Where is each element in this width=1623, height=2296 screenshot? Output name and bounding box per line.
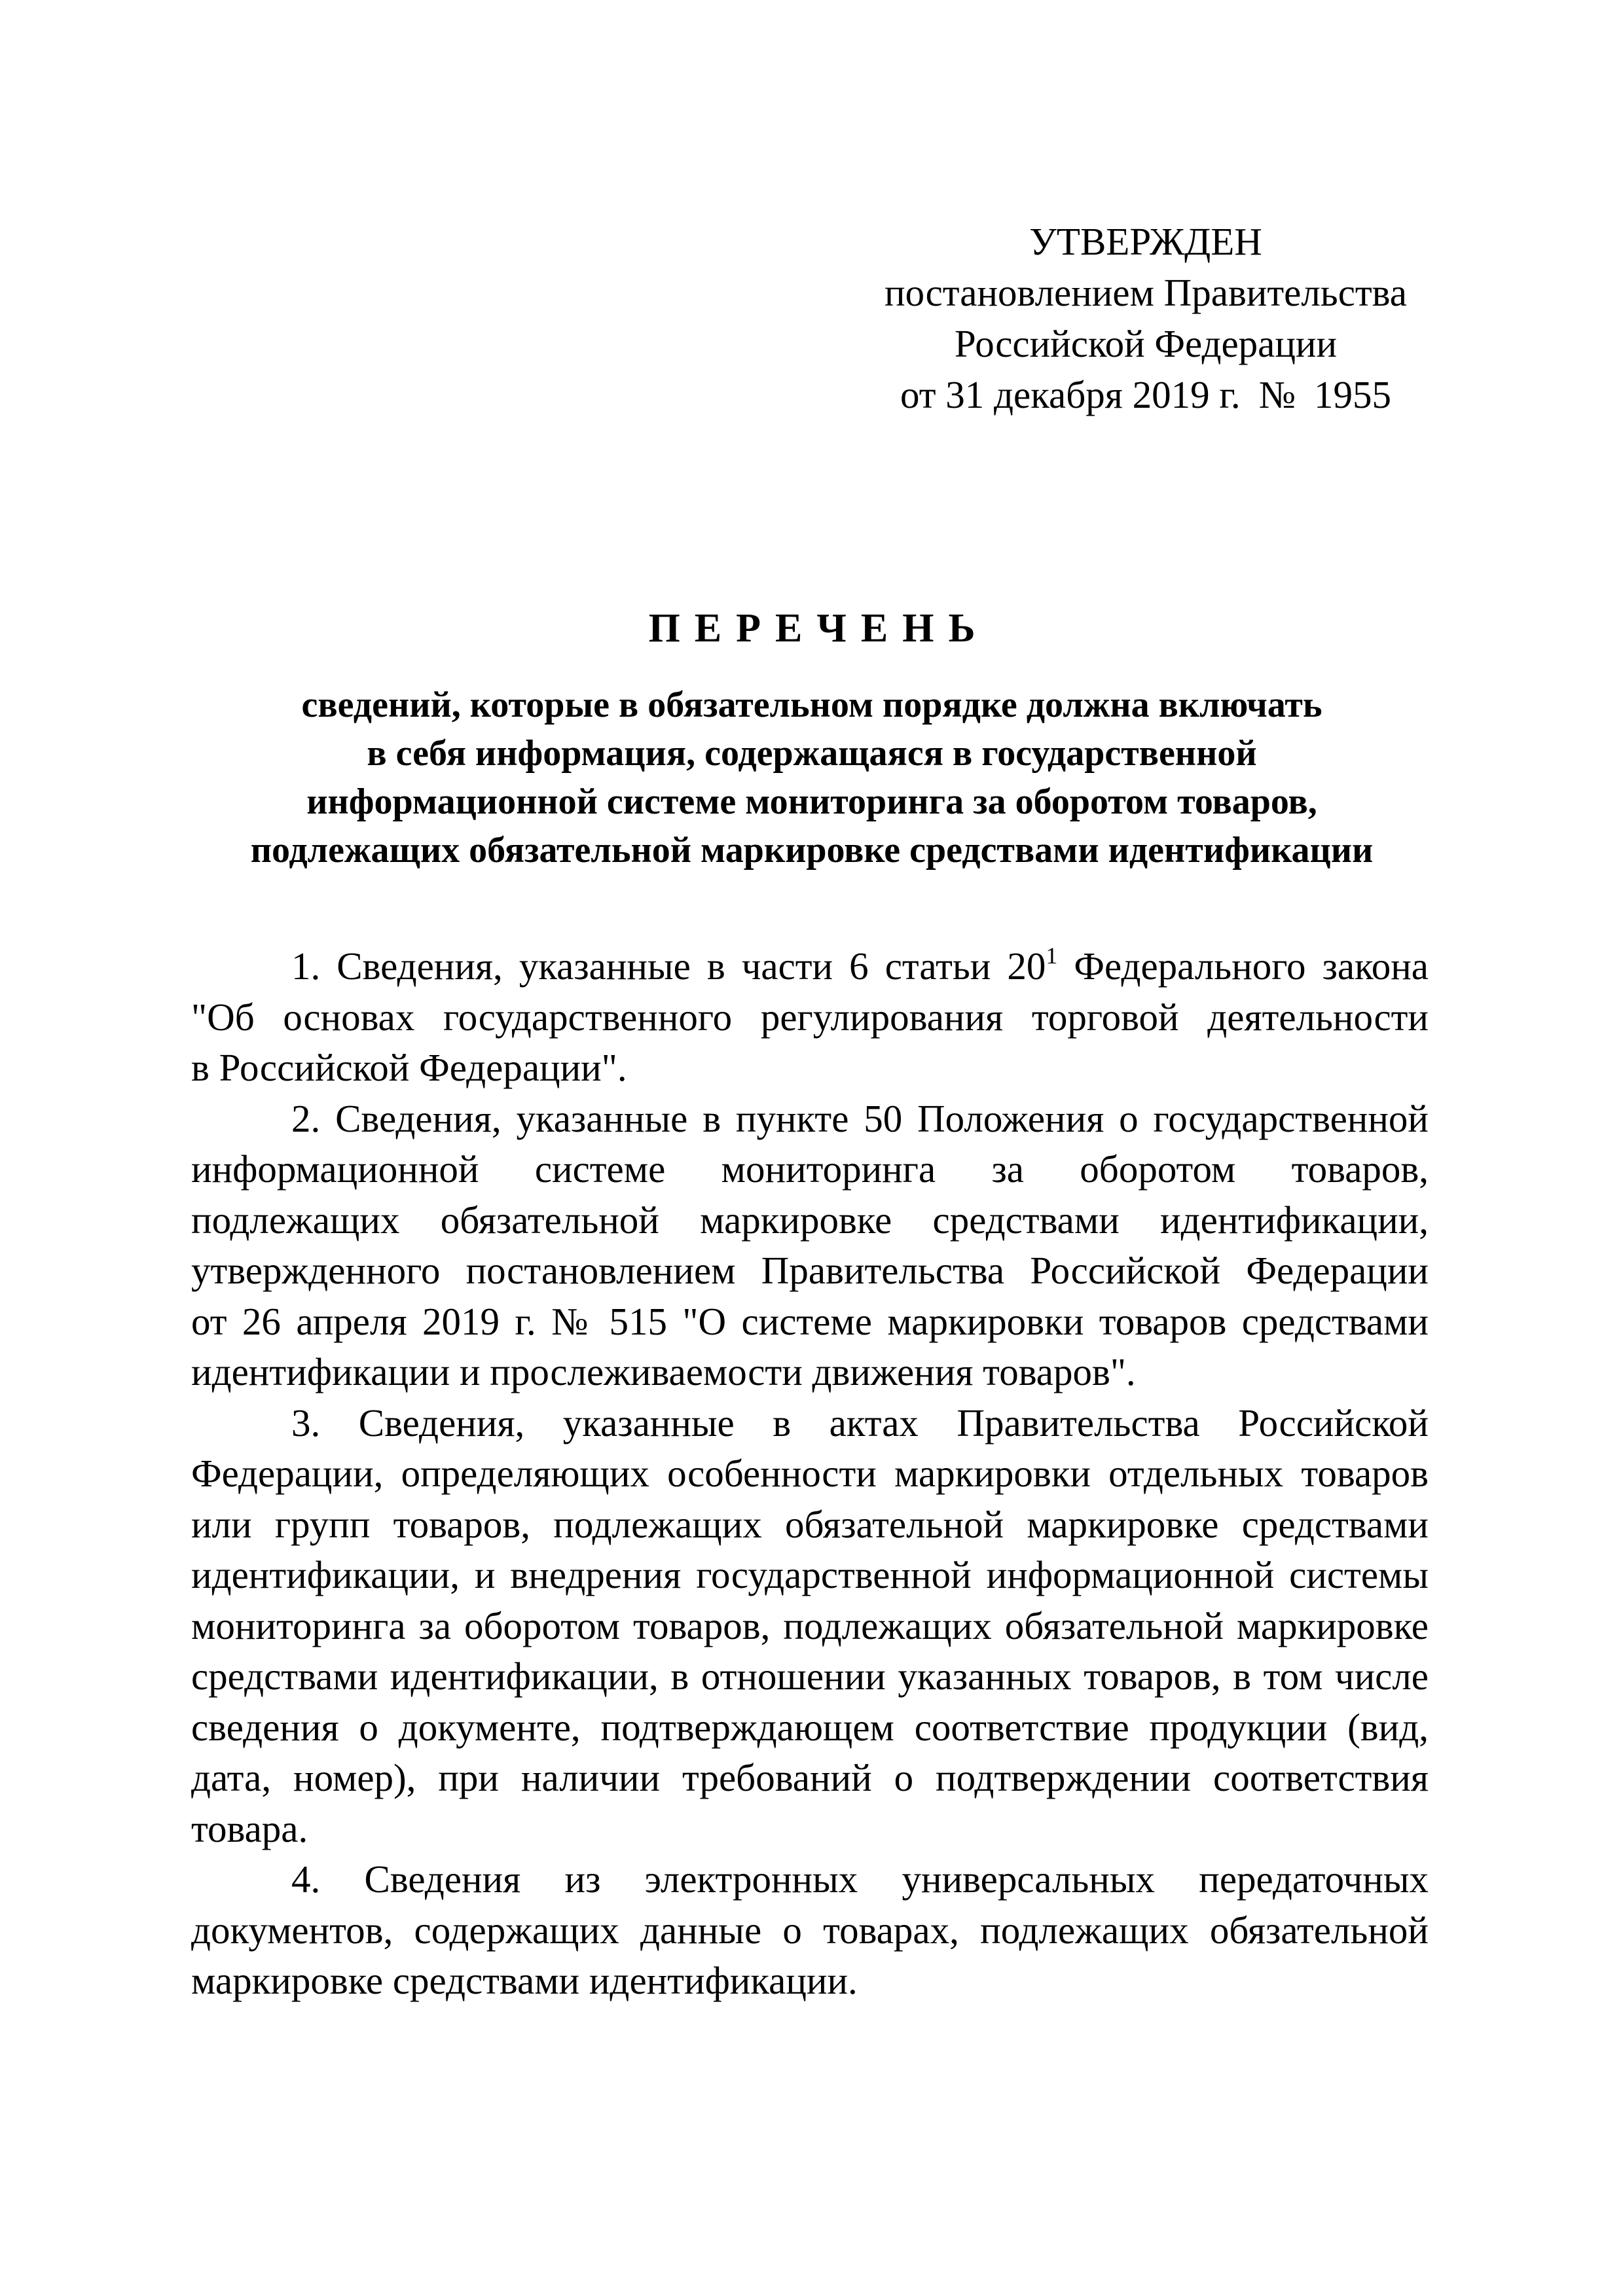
item-3-line-6: средствами идентификации, в отношении указанных товаров, в том числе [191, 1655, 1429, 1698]
item-4-line-1: 4. Сведения из электронных универсальных передаточных [291, 1857, 1429, 1901]
item-2-line-1: 2. Сведения, указанные в пункте 50 Положения о государственной [291, 1096, 1429, 1140]
item-3-line-4: идентификации, и внедрения государственной информационной системы [191, 1553, 1429, 1596]
item-2-line-5: от 26 апреля 2019 г. № 515 "О системе маркировки товаров средствами [191, 1299, 1429, 1343]
item-1-text-b: Федерального закона [1057, 944, 1429, 988]
title-block [190, 602, 1434, 874]
item-3-line-2: Федерации, определяющих особенности маркировки отдельных товаров [191, 1452, 1429, 1495]
approval-number: 1955 [1313, 373, 1391, 416]
document-body [191, 941, 1429, 2007]
item-1-line-2: "Об основах государственного регулирования торговой деятельности [191, 995, 1429, 1039]
document-subtitle [190, 681, 1434, 874]
item-1-line-1 [191, 941, 1429, 992]
item-3-line-1: 3. Сведения, указанные в актах Правительства Российской [291, 1401, 1429, 1444]
item-1-line-3: в Российской Федерации". [191, 1046, 627, 1089]
approval-date-line [831, 369, 1460, 420]
subtitle-line-4: подлежащих обязательной маркировке средствами идентификации [250, 830, 1374, 870]
approval-line-1: постановлением Правительства [884, 271, 1407, 314]
subtitle-line-3: информационной системе мониторинга за оборотом товаров, [306, 781, 1317, 822]
item-3-line-3: или групп товаров, подлежащих обязательной маркировке средствами [191, 1502, 1429, 1546]
item-3-line-9: товара. [191, 1806, 308, 1850]
item-2-line-2: информационной системе мониторинга за оборотом товаров, [191, 1147, 1429, 1191]
approval-date: от 31 декабря 2019 г. [900, 373, 1241, 416]
approval-number-sign: № [1258, 373, 1296, 416]
item-3-line-8: дата, номер), при наличии требований о подтверждении соответствия [191, 1756, 1429, 1799]
list-item-1 [191, 941, 1429, 1094]
subtitle-line-2: в себя информация, содержащаяся в государственной [367, 733, 1257, 774]
item-4-line-3: маркировке средствами идентификации. [191, 1959, 858, 2002]
item-1-text-a: 1. Сведения, указанные в части 6 статьи 20 [291, 944, 1046, 988]
approval-line-2: Российской Федерации [954, 322, 1338, 365]
document-title: ПЕРЕЧЕНЬ [648, 606, 990, 651]
subtitle-line-1: сведений, которые в обязательном порядке должна включать [301, 685, 1322, 725]
list-item-3 [191, 1398, 1429, 1855]
list-item-4 [191, 1854, 1429, 2007]
item-3-line-5: мониторинга за оборотом товаров, подлежащих обязательной маркировке [191, 1604, 1429, 1647]
item-1-superscript: 1 [1046, 942, 1058, 969]
list-item-2 [191, 1094, 1429, 1398]
approval-stamp [831, 216, 1460, 420]
item-2-line-6: идентификации и прослеживаемости движения товаров". [191, 1350, 1136, 1393]
item-3-line-7: сведения о документе, подтверждающем соответствие продукции (вид, [191, 1705, 1429, 1749]
item-2-line-3: подлежащих обязательной маркировке средствами идентификации, [191, 1198, 1429, 1242]
item-4-line-2: документов, содержащих данные о товарах, подлежащих обязательной [191, 1908, 1429, 1952]
item-2-line-4: утвержденного постановлением Правительства Российской Федерации [191, 1249, 1429, 1292]
approval-heading: УТВЕРЖДЕН [1029, 220, 1262, 263]
